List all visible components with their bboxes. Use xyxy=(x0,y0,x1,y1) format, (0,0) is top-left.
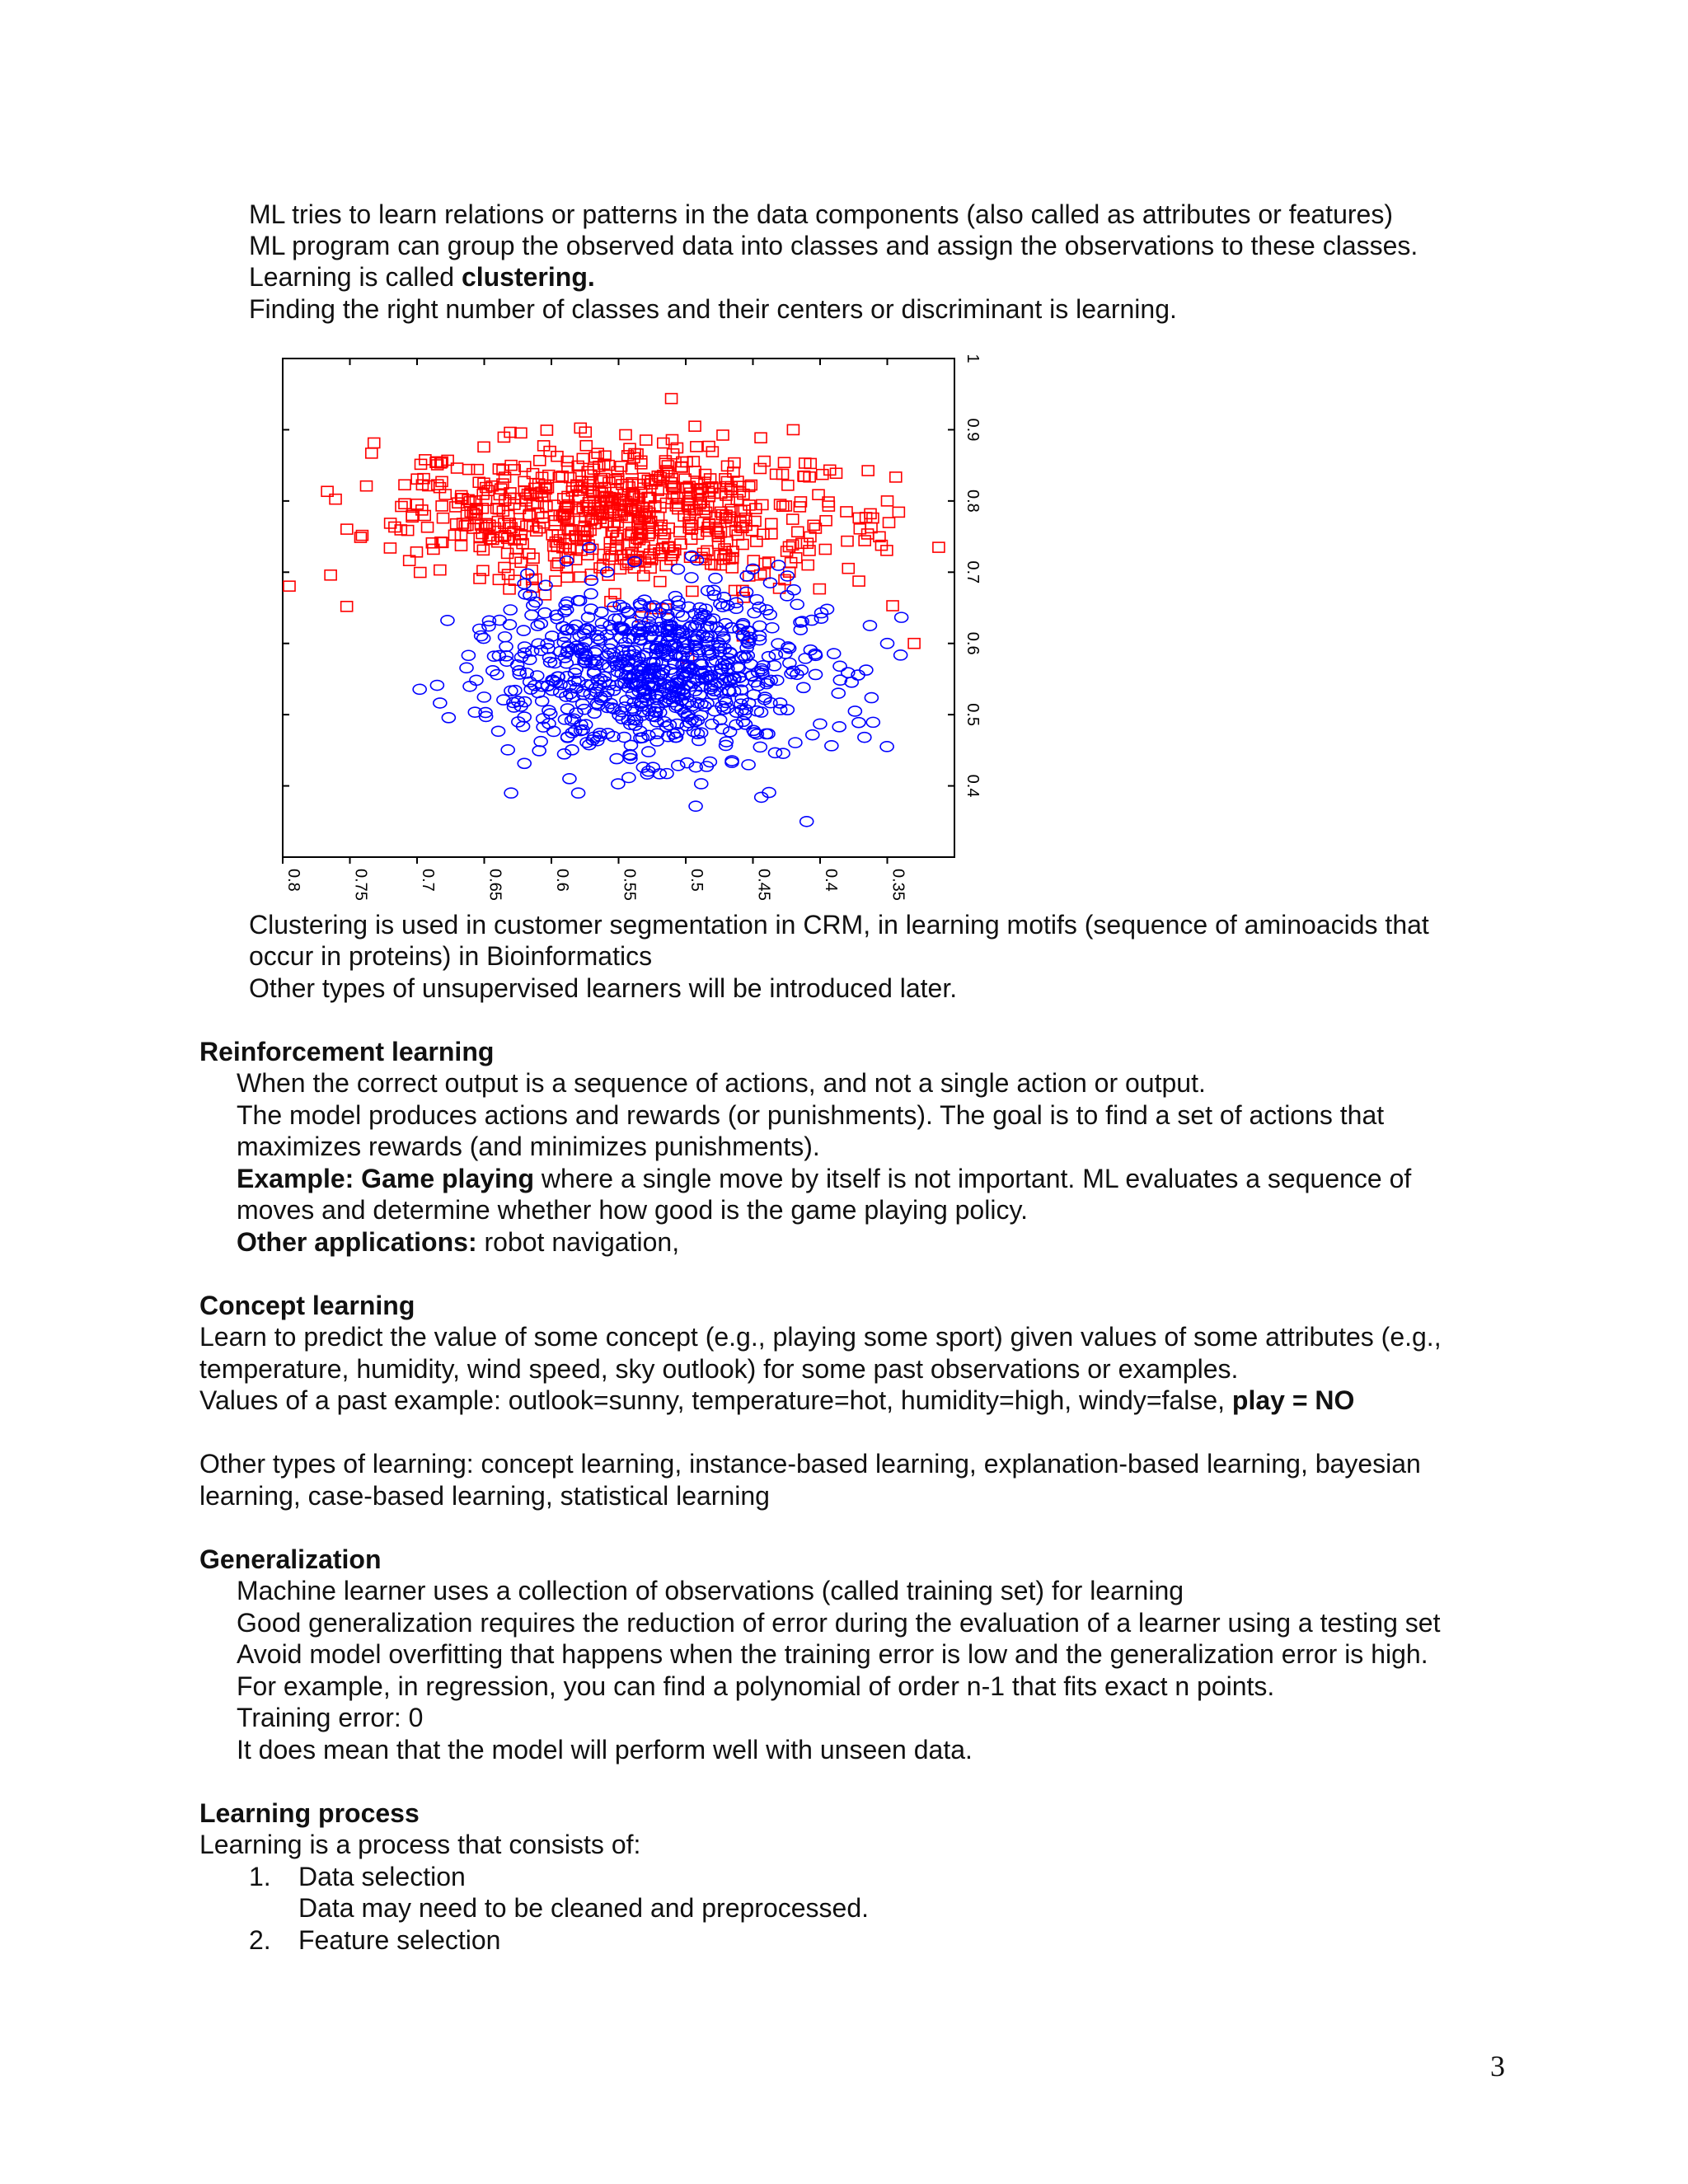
page-number: 3 xyxy=(1490,2050,1505,2083)
x-tick-label: 0.55 xyxy=(620,869,639,901)
y-tick-label: 0.8 xyxy=(964,489,982,513)
other-applications-text: robot navigation, xyxy=(476,1227,680,1257)
other-types-line-2: learning, case-based learning, statistical learning xyxy=(199,1481,770,1511)
concept-line-3 xyxy=(199,1385,1354,1416)
process-intro: Learning is a process that consists of: xyxy=(199,1830,641,1859)
concept-line-3-text: Values of a past example: outlook=sunny, temperature=hot, humidity=high, windy=false, xyxy=(199,1385,1232,1415)
other-types-line-1: Other types of learning: concept learning, instance-based learning, explanation-based learning, bayesian xyxy=(199,1449,1421,1479)
intro-line-3 xyxy=(249,261,595,293)
y-tick-label: 0.4 xyxy=(964,774,982,798)
reinforcement-line-3: maximizes rewards (and minimizes punishments). xyxy=(237,1132,820,1161)
intro-line-4: Finding the right number of classes and their centers or discriminant is learning. xyxy=(249,294,1177,324)
process-item-2-number: 2. xyxy=(249,1925,271,1955)
example-text: where a single move by itself is not important. ML evaluates a sequence of xyxy=(534,1164,1412,1193)
process-item-1-label: Data selection xyxy=(298,1862,466,1891)
play-no-value: play = NO xyxy=(1231,1385,1355,1415)
intro-line-3-text: Learning is called xyxy=(249,262,462,292)
x-tick-label: 0.45 xyxy=(754,869,773,901)
reinforcement-line-5: moves and determine whether how good is the game playing policy. xyxy=(237,1195,1028,1225)
reinforcement-line-6 xyxy=(237,1226,679,1258)
x-tick-label: 0.5 xyxy=(687,869,706,892)
concept-line-2: temperature, humidity, wind speed, sky outlook) for some past observations or examples. xyxy=(199,1354,1239,1384)
generalization-line-2: Good generalization requires the reduction of error during the evaluation of a learner using a testing set xyxy=(237,1608,1441,1638)
x-tick-label: 0.65 xyxy=(485,869,504,901)
other-applications-label: Other applications: xyxy=(237,1227,477,1257)
y-tick-label: 0.7 xyxy=(964,560,982,584)
x-tick-label: 0.6 xyxy=(553,869,571,892)
generalization-line-3: Avoid model overfitting that happens when the training error is low and the generalization error is high. xyxy=(237,1639,1428,1669)
process-item-2-label: Feature selection xyxy=(298,1925,501,1955)
y-tick-label: 1 xyxy=(964,354,982,363)
x-tick-label: 0.8 xyxy=(284,869,302,892)
clustering-line-2: occur in proteins) in Bioinformatics xyxy=(249,941,653,971)
reinforcement-line-1: When the correct output is a sequence of actions, and not a single action or output. xyxy=(237,1068,1206,1098)
generalization-line-1: Machine learner uses a collection of observations (called training set) for learning xyxy=(237,1576,1184,1605)
scatter-plot xyxy=(268,346,1010,907)
clustering-line-1: Clustering is used in customer segmentation in CRM, in learning motifs (sequence of aminoacids that xyxy=(249,910,1429,940)
x-tick-label: 0.7 xyxy=(419,869,437,892)
example-label: Example: Game playing xyxy=(237,1164,535,1193)
x-tick-label: 0.35 xyxy=(889,869,907,901)
reinforcement-heading: Reinforcement learning xyxy=(199,1037,495,1066)
process-item-1-number: 1. xyxy=(249,1862,271,1891)
generalization-line-6: It does mean that the model will perform well with unseen data. xyxy=(237,1735,973,1765)
x-tick-label: 0.4 xyxy=(822,869,840,892)
generalization-line-5: Training error: 0 xyxy=(237,1703,424,1732)
clustering-term: clustering. xyxy=(461,262,595,292)
y-tick-label: 0.6 xyxy=(964,631,982,655)
reinforcement-line-2: The model produces actions and rewards (or punishments). The goal is to find a set of actions that xyxy=(237,1100,1385,1130)
intro-line-2: ML program can group the observed data into classes and assign the observations to these classes. xyxy=(249,231,1418,260)
reinforcement-line-4 xyxy=(237,1163,1411,1194)
x-tick-label: 0.75 xyxy=(351,869,370,901)
process-heading: Learning process xyxy=(199,1798,420,1828)
concept-line-1: Learn to predict the value of some concept (e.g., playing some sport) given values of some attributes (e.g., xyxy=(199,1322,1442,1352)
clustering-line-3: Other types of unsupervised learners will be introduced later. xyxy=(249,973,958,1003)
concept-heading: Concept learning xyxy=(199,1291,415,1320)
y-tick-label: 0.5 xyxy=(964,703,982,727)
process-item-1-sub: Data may need to be cleaned and preprocessed. xyxy=(298,1893,870,1923)
y-tick-label: 0.9 xyxy=(964,418,982,442)
generalization-heading: Generalization xyxy=(199,1544,382,1574)
plot-frame xyxy=(283,359,954,857)
intro-line-1: ML tries to learn relations or patterns in the data components (also called as attributes or features) xyxy=(249,199,1393,229)
generalization-line-4: For example, in regression, you can find a polynomial of order n-1 that fits exact n points. xyxy=(237,1671,1275,1701)
